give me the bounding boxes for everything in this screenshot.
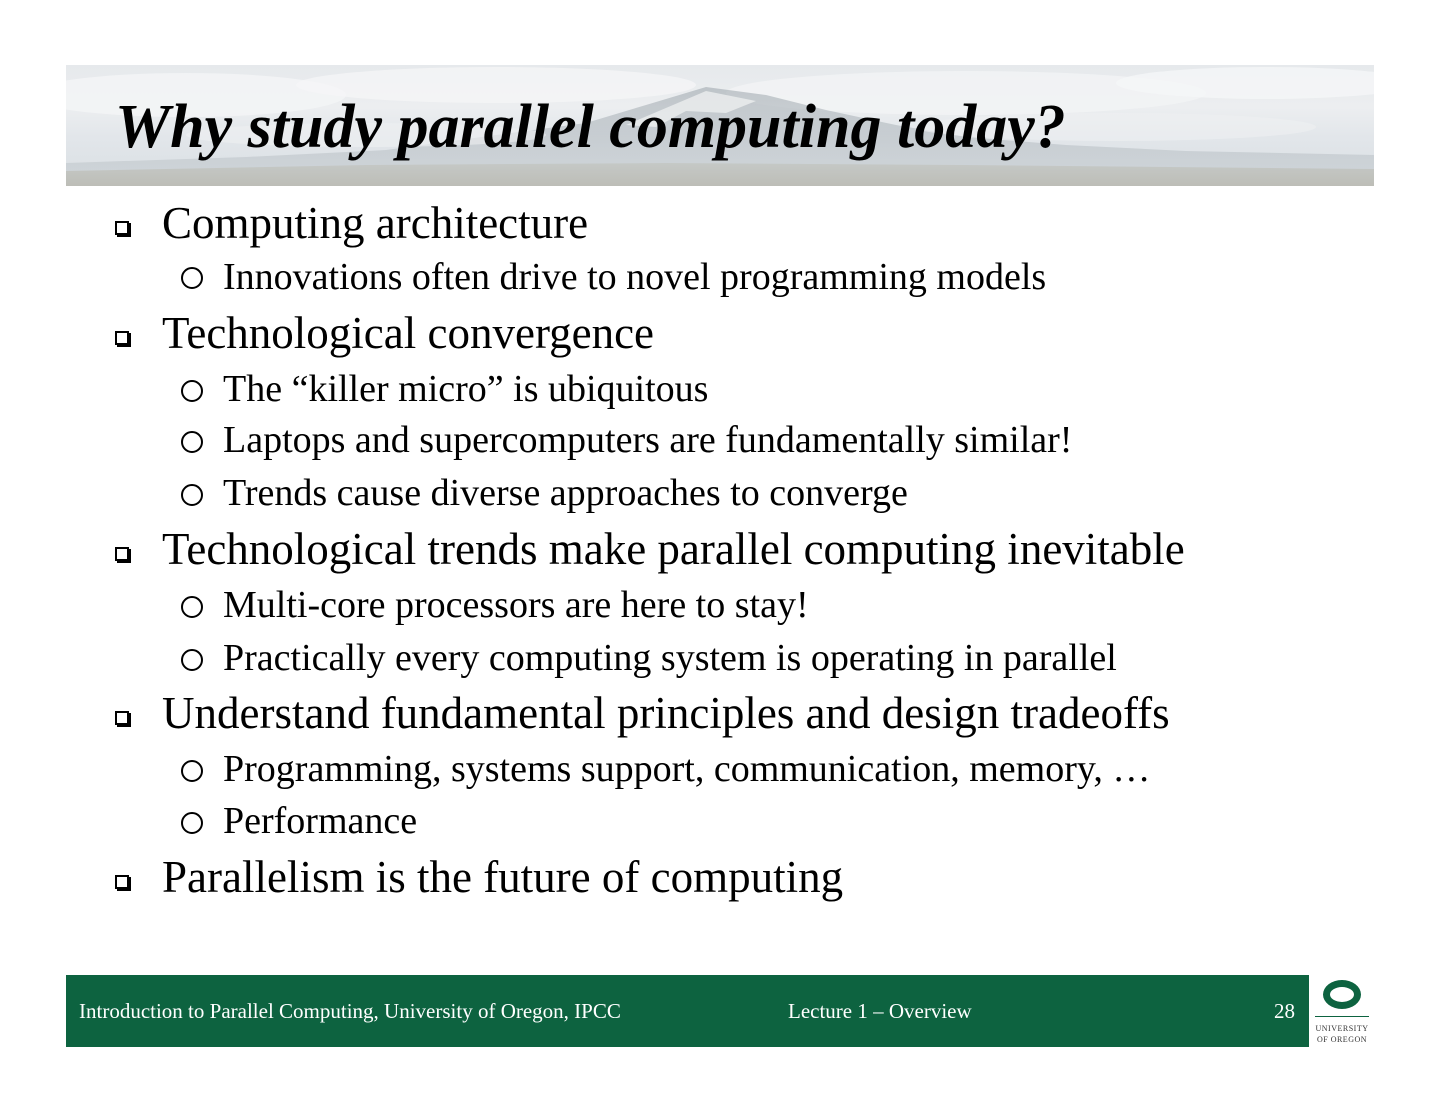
logo-divider bbox=[1315, 1016, 1369, 1017]
bullet-technological-trends: Technological trends make parallel computing inevitable bbox=[162, 524, 1185, 574]
slide-footer bbox=[66, 975, 1309, 1047]
university-of-oregon-logo bbox=[1312, 975, 1372, 1047]
oregon-o-icon bbox=[1323, 980, 1361, 1009]
circle-bullet-icon bbox=[181, 596, 203, 618]
circle-bullet-icon bbox=[181, 431, 203, 453]
logo-text-of-oregon: OF OREGON bbox=[1316, 1035, 1368, 1044]
sub-bullet-multicore: Multi-core processors are here to stay! bbox=[223, 584, 809, 626]
square-bullet-icon bbox=[115, 331, 129, 345]
square-bullet-icon bbox=[115, 547, 129, 561]
bullet-parallelism-future: Parallelism is the future of computing bbox=[162, 852, 844, 902]
square-bullet-icon bbox=[115, 221, 129, 235]
circle-bullet-icon bbox=[181, 484, 203, 506]
sub-bullet-killer-micro: The “killer micro” is ubiquitous bbox=[223, 368, 709, 410]
circle-bullet-icon bbox=[181, 380, 203, 402]
sub-bullet-programming: Programming, systems support, communication, memory, … bbox=[223, 748, 1151, 790]
slide-title: Why study parallel computing today? bbox=[115, 93, 1066, 161]
sub-bullet-laptops: Laptops and supercomputers are fundamentally similar! bbox=[223, 419, 1073, 461]
sub-bullet-innovations: Innovations often drive to novel programming models bbox=[223, 256, 1047, 298]
circle-bullet-icon bbox=[181, 812, 203, 834]
sub-bullet-performance: Performance bbox=[223, 800, 418, 842]
footer-page-number: 28 bbox=[1274, 999, 1295, 1023]
bullet-technological-convergence: Technological convergence bbox=[162, 308, 655, 358]
circle-bullet-icon bbox=[181, 267, 203, 289]
sub-bullet-trends: Trends cause diverse approaches to converge bbox=[223, 472, 908, 514]
sub-bullet-practically: Practically every computing system is operating in parallel bbox=[223, 637, 1117, 679]
circle-bullet-icon bbox=[181, 649, 203, 671]
bullet-computing-architecture: Computing architecture bbox=[162, 198, 589, 248]
footer-lecture-title: Lecture 1 – Overview bbox=[788, 999, 972, 1023]
footer-course-title: Introduction to Parallel Computing, University of Oregon, IPCC bbox=[79, 999, 621, 1023]
square-bullet-icon bbox=[115, 875, 129, 889]
bullet-understand-principles: Understand fundamental principles and design tradeoffs bbox=[162, 688, 1170, 738]
circle-bullet-icon bbox=[181, 760, 203, 782]
logo-text-university: UNIVERSITY bbox=[1315, 1024, 1369, 1033]
square-bullet-icon bbox=[115, 711, 129, 725]
